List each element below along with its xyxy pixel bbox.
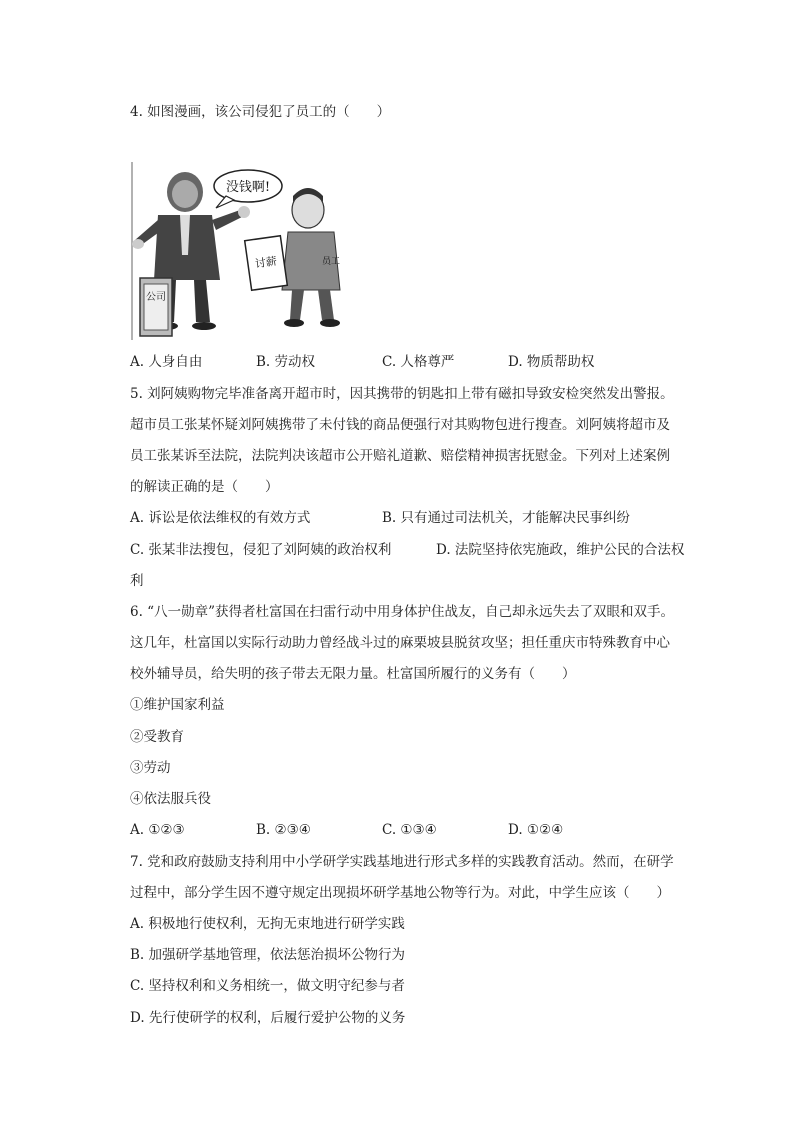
q7-option-b[interactable]: B. 加强研学基地管理，依法惩治损坏公物行为 — [130, 947, 406, 963]
q7-stem-line-1: 7. 党和政府鼓励支持利用中小学研学实践基地进行形式多样的实践教育活动。然而，在研学 — [130, 854, 674, 870]
q4-stem: 4. 如图漫画，该公司侵犯了员工的（ ） — [130, 104, 391, 120]
q5-option-c[interactable]: C. 张某非法搜包，侵犯了刘阿姨的政治权利 — [130, 542, 392, 558]
q4-option-a[interactable]: A. 人身自由 — [130, 354, 203, 370]
q4-cartoon-image — [130, 160, 350, 342]
q5-stem-line-4: 的解读正确的是（ ） — [130, 479, 279, 495]
q7-stem-line-2: 过程中，部分学生因不遵守规定出现损坏研学基地公物等行为。对此，中学生应该（ ） — [130, 885, 670, 901]
worker-label: 员工 — [322, 257, 341, 267]
q6-stem-line-3: 校外辅导员，给失明的孩子带去无限力量。杜富国所履行的义务有（ ） — [130, 666, 576, 682]
q6-item-4: ④依法服兵役 — [130, 791, 211, 807]
q6-item-3: ③劳动 — [130, 760, 171, 776]
q7-option-d[interactable]: D. 先行使研学的权利，后履行爱护公物的义务 — [130, 1010, 406, 1026]
q6-item-1: ①维护国家利益 — [130, 697, 225, 713]
q5-option-d-wrap: 利 — [130, 573, 144, 589]
salary-sign — [245, 236, 288, 291]
q5-option-d[interactable]: D. 法院坚持依宪施政，维护公民的合法权 — [436, 542, 685, 558]
q5-option-a[interactable]: A. 诉讼是依法维权的有效方式 — [130, 510, 311, 526]
q5-stem-line-3: 员工张某诉至法院，法院判决该超市公开赔礼道歉、赔偿精神损害抚慰金。下列对上述案例 — [130, 448, 670, 464]
q6-option-a[interactable]: A. ①②③ — [130, 822, 185, 838]
q5-option-b[interactable]: B. 只有通过司法机关，才能解决民事纠纷 — [382, 510, 631, 526]
q4-option-b[interactable]: B. 劳动权 — [256, 354, 316, 370]
box-label: 公司 — [146, 292, 166, 303]
company-safe — [140, 278, 172, 336]
q6-stem-line-1: 6. “八一勋章”获得者杜富国在扫雷行动中用身体护住战友，自己却永远失去了双眼和双手。 — [130, 604, 674, 620]
q6-option-c[interactable]: C. ①③④ — [382, 822, 437, 838]
q4-option-d[interactable]: D. 物质帮助权 — [508, 354, 595, 370]
q7-option-a[interactable]: A. 积极地行使权利，无拘无束地进行研学实践 — [130, 916, 405, 932]
sign-text: 讨薪 — [254, 254, 278, 271]
q6-stem-line-2: 这几年，杜富国以实际行动助力曾经战斗过的麻栗坡县脱贫攻坚；担任重庆市特殊教育中心 — [130, 635, 670, 651]
q7-option-c[interactable]: C. 坚持权利和义务相统一，做文明守纪参与者 — [130, 978, 405, 994]
q6-item-2: ②受教育 — [130, 729, 184, 745]
q6-option-b[interactable]: B. ②③④ — [256, 822, 311, 838]
speech-bubble-text: 没钱啊! — [225, 180, 271, 195]
q6-option-d[interactable]: D. ①②④ — [508, 822, 564, 838]
q5-stem-line-1: 5. 刘阿姨购物完毕准备离开超市时，因其携带的钥匙扣上带有磁扣导致安检突然发出警报。 — [130, 386, 674, 402]
q4-option-c[interactable]: C. 人格尊严 — [382, 354, 455, 370]
q5-stem-line-2: 超市员工张某怀疑刘阿姨携带了未付钱的商品便强行对其购物包进行搜查。刘阿姨将超市及 — [130, 417, 670, 433]
